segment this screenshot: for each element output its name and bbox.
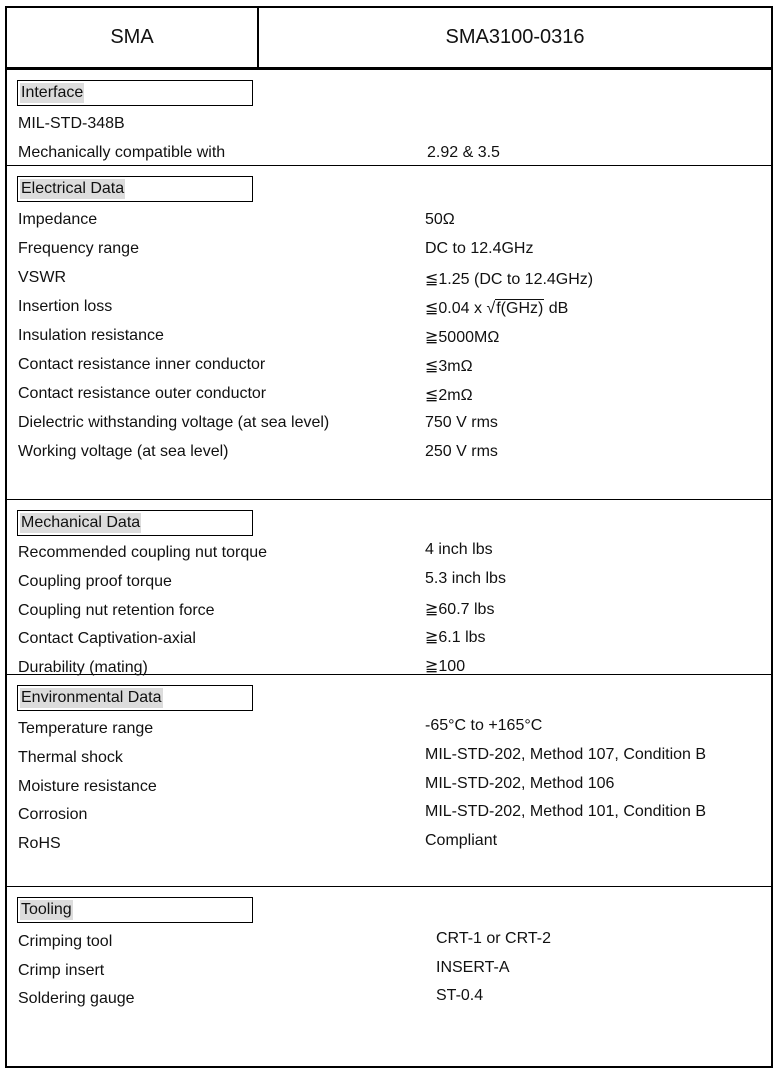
spec-label: Crimp insert: [18, 962, 105, 979]
spec-row: [7, 353, 771, 379]
spec-row: [7, 266, 771, 292]
spec-label: Frequency range: [18, 240, 139, 257]
spec-label: Recommended coupling nut torque: [18, 544, 268, 561]
spec-value: CRT-1 or CRT-2: [436, 930, 551, 947]
spec-label: Crimping tool: [18, 933, 113, 950]
spec-label: Insertion loss: [18, 298, 113, 315]
section-electrical: [7, 166, 771, 500]
spec-label: MIL-STD-348B: [18, 115, 125, 132]
spec-value: 2.92 & 3.5: [427, 144, 500, 161]
spec-label: Coupling nut retention force: [18, 602, 215, 619]
spec-row: [7, 440, 771, 466]
spec-value: ≦2mΩ: [425, 387, 473, 404]
header-row: [7, 8, 771, 70]
spec-row: [7, 627, 771, 653]
spec-row: [7, 930, 771, 956]
spec-label: Coupling proof torque: [18, 573, 172, 590]
spec-row: [7, 987, 771, 1013]
spec-value: MIL-STD-202, Method 101, Condition B: [425, 803, 707, 820]
spec-value: 5.3 inch lbs: [425, 570, 506, 587]
spec-label: Dielectric withstanding voltage (at sea level): [18, 414, 330, 431]
spec-label: Durability (mating): [18, 659, 148, 676]
spec-value: 4 inch lbs: [425, 541, 493, 558]
section-interface: [7, 70, 771, 166]
spec-row: [7, 570, 771, 596]
spec-row: [7, 324, 771, 350]
spec-value: ≧5000MΩ: [425, 329, 500, 346]
spec-value: ≦3mΩ: [425, 358, 473, 375]
section-tooling: [7, 887, 771, 1067]
spec-value: 50Ω: [425, 211, 455, 228]
spec-label: Moisture resistance: [18, 778, 157, 795]
spec-value: 250 V rms: [425, 443, 498, 460]
spec-value: -65°C to +165°C: [425, 717, 543, 734]
spec-value: ≧60.7 lbs: [425, 601, 495, 618]
spec-row: [7, 775, 771, 801]
spec-value: 750 V rms: [425, 414, 498, 431]
section-title: Electrical Data: [17, 176, 253, 202]
spec-row: [7, 803, 771, 829]
spec-row: [7, 411, 771, 437]
spec-label: Temperature range: [18, 720, 154, 737]
spec-label: Working voltage (at sea level): [18, 443, 229, 460]
section-environmental: [7, 675, 771, 887]
spec-label: Corrosion: [18, 806, 88, 823]
spec-label: Thermal shock: [18, 749, 123, 766]
spec-label: Insulation resistance: [18, 327, 164, 344]
spec-row: [7, 746, 771, 772]
spec-value: Compliant: [425, 832, 498, 849]
spec-label: RoHS: [18, 835, 61, 852]
spec-value: INSERT-A: [436, 959, 510, 976]
spec-label: Contact Captivation-axial: [18, 630, 196, 647]
spec-label: VSWR: [18, 269, 66, 286]
spec-row: [7, 382, 771, 408]
spec-sheet: [5, 6, 773, 1068]
spec-value: ≦1.25 (DC to 12.4GHz): [425, 271, 594, 288]
spec-value: [425, 298, 568, 318]
spec-label: Mechanically compatible with: [18, 144, 226, 161]
spec-label: Contact resistance outer conductor: [18, 385, 267, 402]
section-mechanical: [7, 500, 771, 675]
sqrt-operand: f(GHz): [496, 300, 544, 317]
spec-row: [7, 237, 771, 263]
spec-row: [7, 141, 771, 167]
spec-row: [7, 717, 771, 743]
section-title: Environmental Data: [17, 685, 253, 711]
value-suffix: dB: [544, 300, 569, 317]
spec-value: ST-0.4: [436, 987, 484, 1004]
spec-value: MIL-STD-202, Method 106: [425, 775, 615, 792]
spec-label: Impedance: [18, 211, 98, 228]
value-prefix: ≦0.04 x: [425, 300, 487, 317]
spec-value: DC to 12.4GHz: [425, 240, 534, 257]
spec-label: Contact resistance inner conductor: [18, 356, 266, 373]
spec-row: [7, 959, 771, 985]
spec-value: ≧6.1 lbs: [425, 629, 486, 646]
spec-row: [7, 541, 771, 567]
section-title: Mechanical Data: [17, 510, 253, 536]
series-name: SMA: [7, 8, 259, 67]
spec-row: [7, 208, 771, 234]
part-number: SMA3100-0316: [445, 26, 585, 48]
section-title: Tooling: [17, 897, 253, 923]
section-title: Interface: [17, 80, 253, 106]
sqrt-sign: √: [486, 300, 496, 317]
spec-value: ≧100: [425, 658, 466, 675]
spec-value: MIL-STD-202, Method 107, Condition B: [425, 746, 707, 763]
spec-label: Soldering gauge: [18, 990, 135, 1007]
spec-row: [7, 112, 771, 138]
spec-row: [7, 832, 771, 858]
spec-row: [7, 295, 771, 321]
spec-row: [7, 599, 771, 625]
